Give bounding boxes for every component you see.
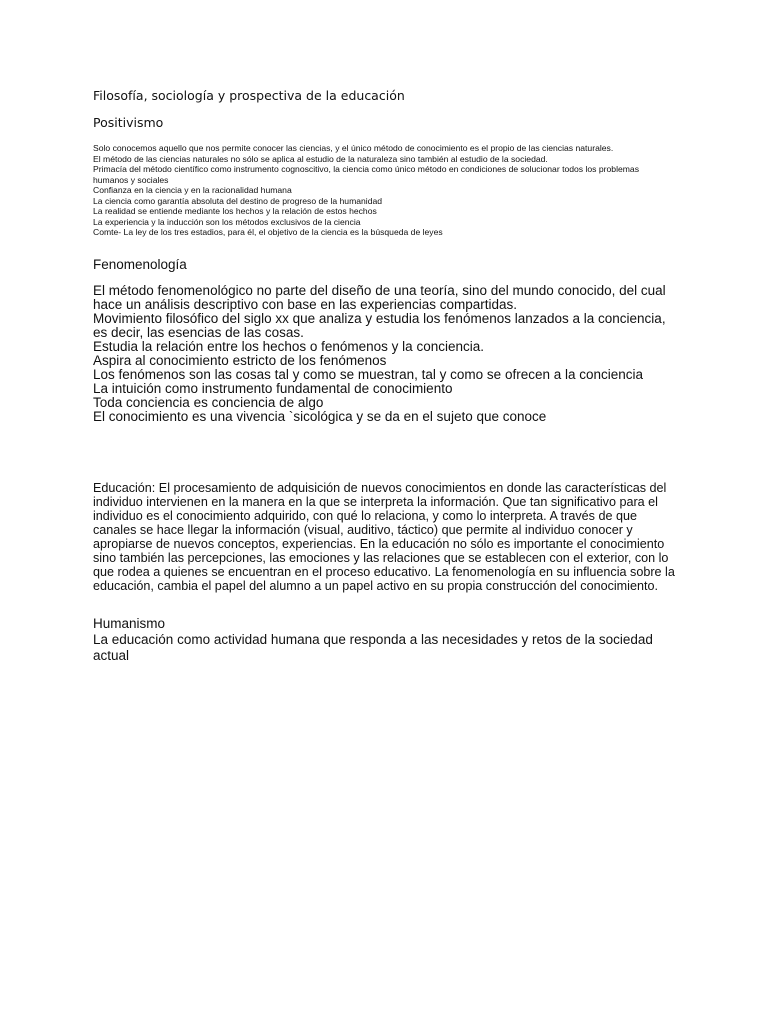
positivismo-line: La realidad se entiende mediante los hechos y la relación de estos hechos bbox=[93, 206, 377, 216]
positivismo-line: El método de las ciencias naturales no sólo se aplica al estudio de la naturaleza sino también al estudio de la sociedad. bbox=[93, 153, 548, 164]
fenomenologia-heading: Fenomenología bbox=[93, 257, 187, 272]
positivismo-line: Confianza en la ciencia y en la racionalidad humana bbox=[93, 185, 292, 195]
positivismo-line: Solo conocemos aquello que nos permite conocer las ciencias, y el único método de conocimiento es el propio de las ciencias naturales. bbox=[93, 143, 614, 153]
fenomenologia-line: Movimiento filosófico del siglo xx que analiza y estudia los fenómenos lanzados a la conciencia, es decir, las esencias de las cosas. bbox=[93, 311, 666, 340]
fenomenologia-line: Aspira al conocimiento estricto de los fenómenos bbox=[93, 353, 387, 368]
fenomenologia-line: El método fenomenológico no parte del diseño de una teoría, sino del mundo conocido, del cual hace un análisis descriptivo con base en las experiencias compartidas. bbox=[93, 283, 666, 312]
positivismo-line: Primacía del método científico como instrumento cognoscitivo, la ciencia como único método en condiciones de solucionar todos los problemas humanos y sociales bbox=[93, 164, 639, 185]
fenomenologia-line: La intuición como instrumento fundamental de conocimiento bbox=[93, 381, 453, 396]
fenomenologia-line: El conocimiento es una vivencia `sicológica y se da en el sujeto que conoce bbox=[93, 409, 547, 424]
positivismo-section bbox=[93, 143, 653, 238]
fenomenologia-line: Los fenómenos son las cosas tal y como se muestran, tal y como se ofrecen a la conciencia bbox=[93, 367, 644, 382]
positivismo-line: Comte- La ley de los tres estadios, para él, el objetivo de la ciencia es la búsqueda de leyes bbox=[93, 227, 443, 237]
educacion-paragraph: Educación: El procesamiento de adquisición de nuevos conocimientos en donde las características del individuo intervienen en la manera en la que se interpreta la información. Que tan significativo para el individuo es el conocimiento adquirido, con qué lo relaciona, y como lo interpreta. A través de que canales se hace llegar la información (visual, auditivo, táctico) que permite al individuo conocer y apropiarse de nuevos conceptos, experiencias. En la educación no sólo es importante el conocimiento sino también las percepciones, las emociones y las relaciones que se establecen con el exterior, con lo que rodea a quienes se encuentran en el proceso educativo. La fenomenología en su influencia sobre la educación, cambia el papel del alumno a un papel activo en su propia construcción del conocimiento. bbox=[93, 481, 675, 593]
humanismo-text: La educación como actividad humana que responda a las necesidades y retos de la sociedad actual bbox=[93, 632, 653, 663]
fenomenologia-section bbox=[93, 284, 683, 424]
positivismo-line: La ciencia como garantía absoluta del destino de progreso de la humanidad bbox=[93, 195, 383, 206]
positivismo-line: La experiencia y la inducción son los métodos exclusivos de la ciencia bbox=[93, 216, 361, 227]
humanismo-heading: Humanismo bbox=[93, 616, 166, 631]
document-title: Filosofía, sociología y prospectiva de la educación bbox=[93, 88, 405, 103]
fenomenologia-line: Toda conciencia es conciencia de algo bbox=[93, 395, 324, 410]
fenomenologia-line: Estudia la relación entre los hechos o fenómenos y la conciencia. bbox=[93, 339, 484, 354]
positivismo-heading: Positivismo bbox=[93, 115, 164, 130]
